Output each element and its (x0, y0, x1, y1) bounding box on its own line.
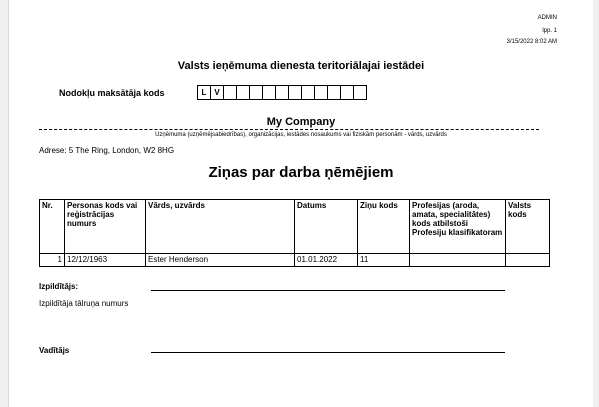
cell-name: Ester Henderson (146, 254, 295, 267)
executor-signature-line (151, 290, 505, 291)
cell-personal-code: 12/12/1963 (65, 254, 146, 267)
table-row (40, 254, 550, 267)
taxcode-box (289, 86, 302, 99)
employees-table (39, 199, 550, 267)
col-header-nr: Nr. (40, 200, 65, 254)
taxcode-box (315, 86, 328, 99)
col-header-info-code: Ziņu kods (358, 200, 410, 254)
institution-heading: Valsts ieņēmuma dienesta teritoriālajai iestādei (177, 60, 425, 72)
taxcode-box: L (198, 86, 211, 99)
cell-date: 01.01.2022 (295, 254, 358, 267)
header-page-number: lpp. 1 (542, 28, 557, 34)
taxcode-box (354, 86, 366, 99)
taxcode-box (237, 86, 250, 99)
taxcode-box (224, 86, 237, 99)
executor-label: Izpildītājs: (39, 282, 79, 291)
company-caption: Uzņēmuma (uzņēmējsabiedrības), organizācijas, iestādes nosaukums vai fiziskām personām - vārds, uzvārds (155, 132, 447, 138)
col-header-profession-code: Profesijas (aroda, amata, specialitātes) kods atbilstoši Profesiju klasifikatoram (410, 200, 506, 254)
company-underline (39, 129, 539, 130)
company-name: My Company (266, 116, 336, 128)
taxcode-box (263, 86, 276, 99)
taxcode-box (250, 86, 263, 99)
cell-info-code: 11 (358, 254, 410, 267)
taxcode-label: Nodokļu maksātāja kods (59, 88, 165, 98)
cell-nr: 1 (40, 254, 65, 267)
table-header-row (40, 200, 550, 254)
taxcode-boxes (197, 85, 367, 100)
taxcode-box: V (211, 86, 224, 99)
taxcode-box (276, 86, 289, 99)
head-signature-line (151, 352, 505, 353)
taxcode-box (328, 86, 341, 99)
taxcode-box (341, 86, 354, 99)
col-header-personal-code: Personas kods vai reģistrācijas numurs (65, 200, 146, 254)
header-datetime: 3/15/2022 8:02 AM (506, 39, 557, 45)
report-title: Ziņas par darba ņēmējiem (208, 164, 394, 181)
header-user: ADMIN (537, 15, 557, 21)
col-header-date: Datums (295, 200, 358, 254)
cell-profession-code (410, 254, 506, 267)
col-header-country-code: Valsts kods (506, 200, 550, 254)
report-page (8, 0, 593, 407)
cell-country-code (506, 254, 550, 267)
company-address: Adrese: 5 The Ring, London, W2 8HG (39, 146, 175, 155)
head-label: Vadītājs (39, 346, 70, 355)
taxcode-box (302, 86, 315, 99)
executor-phone-label: Izpildītāja tālruņa numurs (39, 299, 129, 308)
col-header-name: Vārds, uzvārds (146, 200, 295, 254)
